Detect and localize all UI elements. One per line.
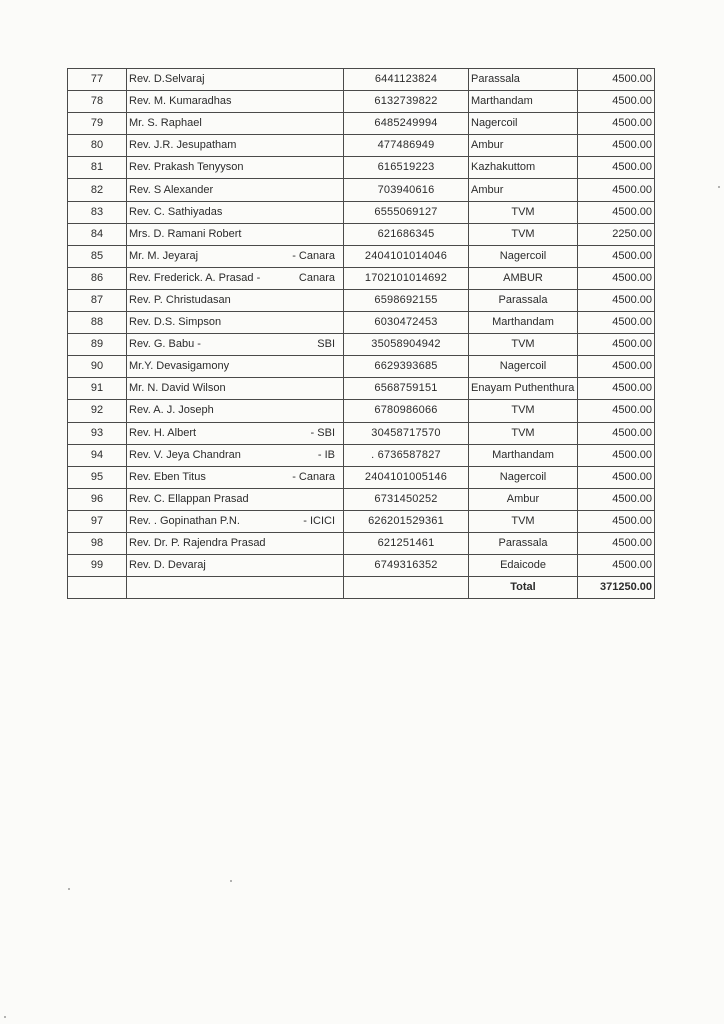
payee-name: Rev. Dr. P. Rajendra Prasad — [129, 537, 266, 550]
scan-speck — [68, 888, 70, 890]
table-row — [68, 69, 655, 91]
payee-name: Mr.Y. Devasigamony — [129, 360, 230, 373]
bank-suffix: - SBI — [310, 426, 335, 439]
payee-name: Rev. D.Selvaraj — [129, 73, 205, 86]
payee-name-cell — [127, 466, 344, 488]
bank-suffix: Canara — [298, 271, 335, 284]
payee-name-cell — [127, 312, 344, 334]
table-row — [68, 179, 655, 201]
amount: 4500.00 — [578, 69, 655, 91]
table-row — [68, 466, 655, 488]
account-number: 1702101014692 — [344, 267, 469, 289]
payee-name-cell — [127, 179, 344, 201]
place: Marthandam — [469, 444, 578, 466]
place: Nagercoil — [469, 113, 578, 135]
row-number: 77 — [68, 69, 127, 91]
row-number: 93 — [68, 422, 127, 444]
table-row — [68, 400, 655, 422]
table-row — [68, 334, 655, 356]
place: Ambur — [469, 135, 578, 157]
account-number: 2404101014046 — [344, 245, 469, 267]
account-number: 35058904942 — [344, 334, 469, 356]
amount: 4500.00 — [578, 179, 655, 201]
total-empty-cell — [127, 577, 344, 599]
place: Ambur — [469, 179, 578, 201]
place: TVM — [469, 510, 578, 532]
table-row — [68, 157, 655, 179]
amount: 4500.00 — [578, 312, 655, 334]
payee-name-cell — [127, 157, 344, 179]
payee-name: Rev. . Gopinathan P.N. — [129, 514, 240, 527]
payee-name: Rev. D.S. Simpson — [129, 316, 222, 329]
bank-suffix — [331, 140, 335, 151]
place: Parassala — [469, 69, 578, 91]
row-number: 88 — [68, 312, 127, 334]
payee-name: Rev. C. Sathiyadas — [129, 205, 223, 218]
table-row — [68, 378, 655, 400]
amount: 4500.00 — [578, 555, 655, 577]
table-row — [68, 532, 655, 554]
bank-suffix: - Canara — [292, 470, 335, 483]
amount: 4500.00 — [578, 113, 655, 135]
payee-name: Mr. M. Jeyaraj — [129, 249, 199, 262]
total-empty-cell — [344, 577, 469, 599]
table-row — [68, 356, 655, 378]
account-number: 616519223 — [344, 157, 469, 179]
payee-name-cell — [127, 91, 344, 113]
table-row — [68, 245, 655, 267]
bank-suffix: - IB — [317, 448, 335, 461]
table-row — [68, 201, 655, 223]
payee-name-cell — [127, 113, 344, 135]
bank-suffix: - ICICI — [303, 514, 335, 527]
amount: 4500.00 — [578, 356, 655, 378]
row-number: 94 — [68, 444, 127, 466]
account-number: 703940616 — [344, 179, 469, 201]
account-number: 6780986066 — [344, 400, 469, 422]
row-number: 84 — [68, 223, 127, 245]
amount: 4500.00 — [578, 91, 655, 113]
table-row — [68, 312, 655, 334]
row-number: 82 — [68, 179, 127, 201]
amount: 4500.00 — [578, 245, 655, 267]
bank-suffix — [331, 538, 335, 549]
total-row — [68, 577, 655, 599]
row-number: 89 — [68, 334, 127, 356]
account-number: 6749316352 — [344, 555, 469, 577]
row-number: 83 — [68, 201, 127, 223]
place: Marthandam — [469, 91, 578, 113]
table-row — [68, 488, 655, 510]
bank-suffix — [331, 405, 335, 416]
payment-ledger-table — [67, 68, 655, 599]
payee-name-cell — [127, 245, 344, 267]
place: TVM — [469, 422, 578, 444]
payee-name-cell — [127, 422, 344, 444]
total-label: Total — [469, 577, 578, 599]
payee-name: Rev. D. Devaraj — [129, 559, 206, 572]
bank-suffix: SBI — [317, 338, 335, 351]
amount: 4500.00 — [578, 334, 655, 356]
bank-suffix — [331, 207, 335, 218]
payee-name-cell — [127, 267, 344, 289]
amount: 4500.00 — [578, 532, 655, 554]
bank-suffix: - Canara — [292, 249, 335, 262]
payee-name: Rev. Frederick. A. Prasad - — [129, 271, 261, 284]
payee-name-cell — [127, 223, 344, 245]
table-row — [68, 223, 655, 245]
amount: 4500.00 — [578, 157, 655, 179]
account-number: 6555069127 — [344, 201, 469, 223]
bank-suffix — [331, 317, 335, 328]
row-number: 95 — [68, 466, 127, 488]
payee-name-cell — [127, 69, 344, 91]
table-row — [68, 422, 655, 444]
amount: 4500.00 — [578, 488, 655, 510]
bank-suffix — [331, 560, 335, 571]
row-number: 98 — [68, 532, 127, 554]
row-number: 81 — [68, 157, 127, 179]
table-row — [68, 289, 655, 311]
table-row — [68, 91, 655, 113]
payee-name: Rev. V. Jeya Chandran — [129, 448, 241, 461]
payee-name-cell — [127, 532, 344, 554]
payee-name: Rev. Eben Titus — [129, 470, 206, 483]
bank-suffix — [331, 185, 335, 196]
amount: 4500.00 — [578, 201, 655, 223]
bank-suffix — [331, 118, 335, 129]
account-number: 6132739822 — [344, 91, 469, 113]
amount: 4500.00 — [578, 378, 655, 400]
table-row — [68, 267, 655, 289]
place: Nagercoil — [469, 245, 578, 267]
payee-name-cell — [127, 289, 344, 311]
row-number: 91 — [68, 378, 127, 400]
payee-name: Mr. S. Raphael — [129, 117, 202, 130]
table-row — [68, 510, 655, 532]
table-row — [68, 113, 655, 135]
payee-name: Rev. A. J. Joseph — [129, 404, 214, 417]
ledger-body — [68, 69, 655, 577]
row-number: 87 — [68, 289, 127, 311]
bank-suffix — [331, 74, 335, 85]
payee-name-cell — [127, 356, 344, 378]
place: TVM — [469, 223, 578, 245]
place: TVM — [469, 334, 578, 356]
payee-name: Mrs. D. Ramani Robert — [129, 227, 242, 240]
payee-name-cell — [127, 510, 344, 532]
account-number: . 6736587827 — [344, 444, 469, 466]
amount: 4500.00 — [578, 466, 655, 488]
bank-suffix — [331, 383, 335, 394]
account-number: 6485249994 — [344, 113, 469, 135]
bank-suffix — [331, 162, 335, 173]
account-number: 621686345 — [344, 223, 469, 245]
amount: 4500.00 — [578, 400, 655, 422]
payee-name: Rev. M. Kumaradhas — [129, 95, 232, 108]
payee-name-cell — [127, 378, 344, 400]
account-number: 6629393685 — [344, 356, 469, 378]
payee-name: Rev. G. Babu - — [129, 338, 201, 351]
account-number: 6731450252 — [344, 488, 469, 510]
amount: 4500.00 — [578, 444, 655, 466]
bank-suffix — [331, 295, 335, 306]
total-amount: 371250.00 — [578, 577, 655, 599]
payee-name-cell — [127, 201, 344, 223]
payee-name-cell — [127, 400, 344, 422]
place: Ambur — [469, 488, 578, 510]
row-number: 99 — [68, 555, 127, 577]
place: Edaicode — [469, 555, 578, 577]
scan-speck — [718, 186, 720, 188]
place: AMBUR — [469, 267, 578, 289]
scan-speck — [230, 880, 232, 882]
place: Marthandam — [469, 312, 578, 334]
payee-name: Rev. J.R. Jesupatham — [129, 139, 237, 152]
table-row — [68, 555, 655, 577]
account-number: 6568759151 — [344, 378, 469, 400]
account-number: 477486949 — [344, 135, 469, 157]
scan-speck — [4, 1016, 6, 1018]
row-number: 86 — [68, 267, 127, 289]
row-number: 79 — [68, 113, 127, 135]
row-number: 80 — [68, 135, 127, 157]
account-number: 6598692155 — [344, 289, 469, 311]
account-number: 30458717570 — [344, 422, 469, 444]
bank-suffix — [331, 494, 335, 505]
payee-name: Rev. Prakash Tenyyson — [129, 161, 244, 174]
payee-name-cell — [127, 334, 344, 356]
table-row — [68, 135, 655, 157]
account-number: 6441123824 — [344, 69, 469, 91]
payee-name: Rev. H. Albert — [129, 426, 197, 439]
place: Parassala — [469, 289, 578, 311]
place: Nagercoil — [469, 356, 578, 378]
amount: 4500.00 — [578, 267, 655, 289]
amount: 4500.00 — [578, 510, 655, 532]
total-empty-cell — [68, 577, 127, 599]
payee-name-cell — [127, 488, 344, 510]
payee-name: Mr. N. David Wilson — [129, 382, 226, 395]
amount: 4500.00 — [578, 289, 655, 311]
row-number: 78 — [68, 91, 127, 113]
row-number: 92 — [68, 400, 127, 422]
bank-suffix — [331, 229, 335, 240]
payee-name-cell — [127, 135, 344, 157]
payee-name-cell — [127, 555, 344, 577]
payee-name: Rev. P. Christudasan — [129, 293, 231, 306]
amount: 4500.00 — [578, 422, 655, 444]
table-row — [68, 444, 655, 466]
bank-suffix — [331, 96, 335, 107]
row-number: 90 — [68, 356, 127, 378]
account-number: 621251461 — [344, 532, 469, 554]
row-number: 96 — [68, 488, 127, 510]
account-number: 6030472453 — [344, 312, 469, 334]
place: Nagercoil — [469, 466, 578, 488]
row-number: 85 — [68, 245, 127, 267]
account-number: 2404101005146 — [344, 466, 469, 488]
place: Kazhakuttom — [469, 157, 578, 179]
amount: 2250.00 — [578, 223, 655, 245]
amount: 4500.00 — [578, 135, 655, 157]
place: TVM — [469, 201, 578, 223]
payee-name-cell — [127, 444, 344, 466]
bank-suffix — [331, 361, 335, 372]
row-number: 97 — [68, 510, 127, 532]
place: Parassala — [469, 532, 578, 554]
place: TVM — [469, 400, 578, 422]
payee-name: Rev. S Alexander — [129, 183, 214, 196]
place: Enayam Puthenthura — [469, 378, 578, 400]
account-number: 626201529361 — [344, 510, 469, 532]
payee-name: Rev. C. Ellappan Prasad — [129, 492, 249, 505]
